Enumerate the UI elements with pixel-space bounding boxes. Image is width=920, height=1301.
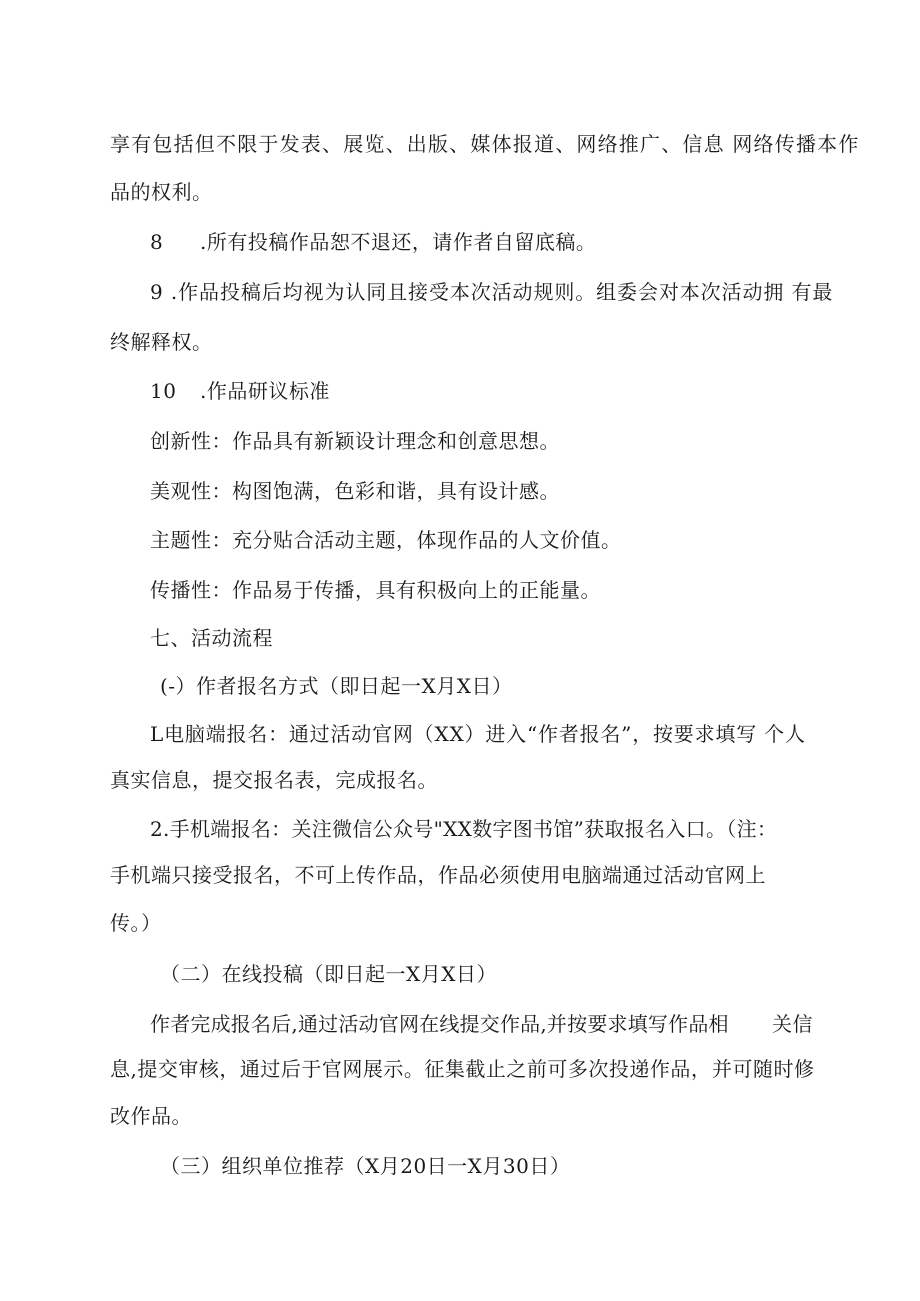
criteria-line: 传播性：作品易于传播，具有积极向上的正能量。 — [150, 578, 601, 602]
paragraph-line: 手机端只接受报名，不可上传作品，作品必须使用电脑端通过活动官网上 — [110, 863, 766, 887]
section-heading: .作品研议标准 — [200, 379, 330, 403]
subsection-heading: （三）组织单位推荐（X月20日一X月30日） — [160, 1154, 571, 1178]
paragraph-line: 传。） — [110, 911, 162, 935]
paragraph-line: 9 .作品投稿后均视为认同且接受本次活动规则。组委会对本次活动拥 有最 — [150, 280, 834, 304]
paragraph-line: 享有包括但不限于发表、展览、出版、媒体报道、网络推广、信息 网络传播本作 — [110, 132, 860, 156]
paragraph-line: .所有投稿作品恕不退还，请作者自留底稿。 — [200, 230, 597, 254]
paragraph-line: 真实信息，提交报名表，完成报名。 — [110, 768, 438, 792]
paragraph-line: 作者完成报名后,通过活动官网在线提交作品,并按要求填写作品相 — [150, 1012, 729, 1036]
paragraph-line: 改作品。 — [110, 1104, 192, 1128]
paragraph-line: L电脑端报名：通过活动官网（XX）进入“作者报名”，按要求填写 个人 — [150, 722, 806, 746]
subsection-heading: (-）作者报名方式（即日起一X月X日） — [160, 674, 513, 698]
paragraph-line: 并可随时修 — [712, 1057, 815, 1081]
paragraph-line: 关信 — [772, 1012, 813, 1036]
paragraph-line: 终解释权。 — [110, 330, 213, 354]
list-number: 10 — [150, 379, 177, 403]
subsection-heading: （二）在线投稿（即日起一X月X日） — [160, 962, 497, 986]
criteria-line: 主题性：充分贴合活动主题，体现作品的人文价值。 — [150, 528, 622, 552]
section-heading: 七、活动流程 — [150, 626, 273, 650]
paragraph-line: 息,提交审核，通过后于官网展示。征集截止之前可多次投递作品， — [110, 1057, 712, 1081]
criteria-line: 美观性：构图饱满，色彩和谐，具有设计感。 — [150, 479, 560, 503]
paragraph-line: 2.手机端报名：关注微信公众号"XX数字图书馆”获取报名入口。（注： — [150, 817, 778, 841]
list-number: 8 — [150, 230, 164, 254]
paragraph-line: 品的权利。 — [110, 180, 213, 204]
criteria-line: 创新性：作品具有新颖设计理念和创意思想。 — [150, 429, 560, 453]
